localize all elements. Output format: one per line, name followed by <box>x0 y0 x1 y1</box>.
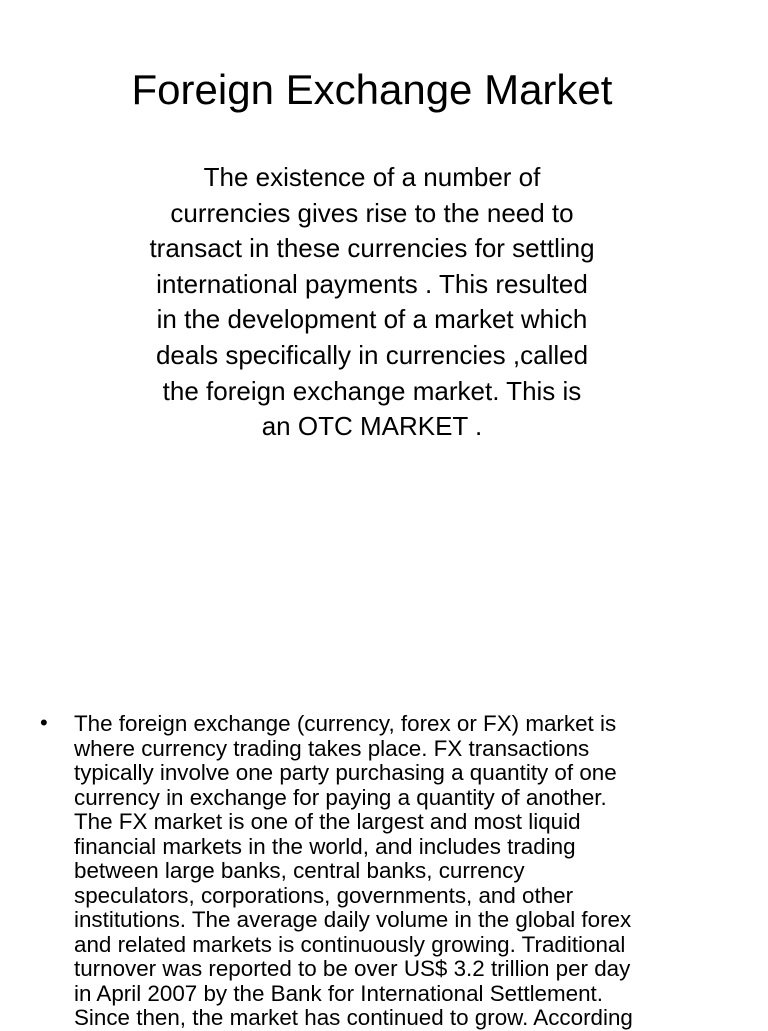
intro-line: an OTC MARKET . <box>261 411 483 442</box>
bullet-line: The foreign exchange (currency, forex or FX) market is <box>74 711 617 736</box>
bullet-icon: • <box>40 710 48 735</box>
intro-line: The existence of a number of <box>203 162 541 192</box>
bullet-line: between large banks, central banks, currency <box>74 858 525 883</box>
bullet-line: institutions. The average daily volume in the global forex <box>74 907 632 932</box>
bullet-line: turnover was reported to be over US$ 3.2 trillion per day <box>74 956 631 981</box>
bullet-line: currency in exchange for paying a quantity of another. <box>74 784 607 810</box>
bullet-line: where currency trading takes place. FX transactions <box>74 735 590 761</box>
bullet-text <box>74 712 768 1031</box>
intro-line: the foreign exchange market. This is <box>162 375 582 406</box>
bullet-line: typically involve one party purchasing a quantity of one <box>74 760 617 785</box>
bullet-item <box>0 712 768 1031</box>
intro-line: transact in these currencies for settling <box>149 233 595 264</box>
bullet-list <box>0 712 768 1031</box>
intro-line: in the development of a market which <box>156 304 588 335</box>
bullet-line: Since then, the market has continued to grow. According <box>74 1005 633 1030</box>
slide-title: Foreign Exchange Market <box>131 66 613 113</box>
bullet-line: in April 2007 by the Bank for International Settlement. <box>74 980 603 1006</box>
bullet-line: The FX market is one of the largest and most liquid <box>74 809 581 834</box>
bullet-line: financial markets in the world, and includes trading <box>74 833 576 859</box>
intro-line: international payments . This resulted <box>156 268 588 299</box>
intro-paragraph <box>60 160 684 445</box>
bullet-line: and related markets is continuously growing. Traditional <box>74 931 626 957</box>
intro-line: deals specifically in currencies ,called <box>155 339 589 370</box>
intro-line: currencies gives rise to the need to <box>170 197 574 228</box>
bullet-line: speculators, corporations, governments, and other <box>74 882 574 908</box>
